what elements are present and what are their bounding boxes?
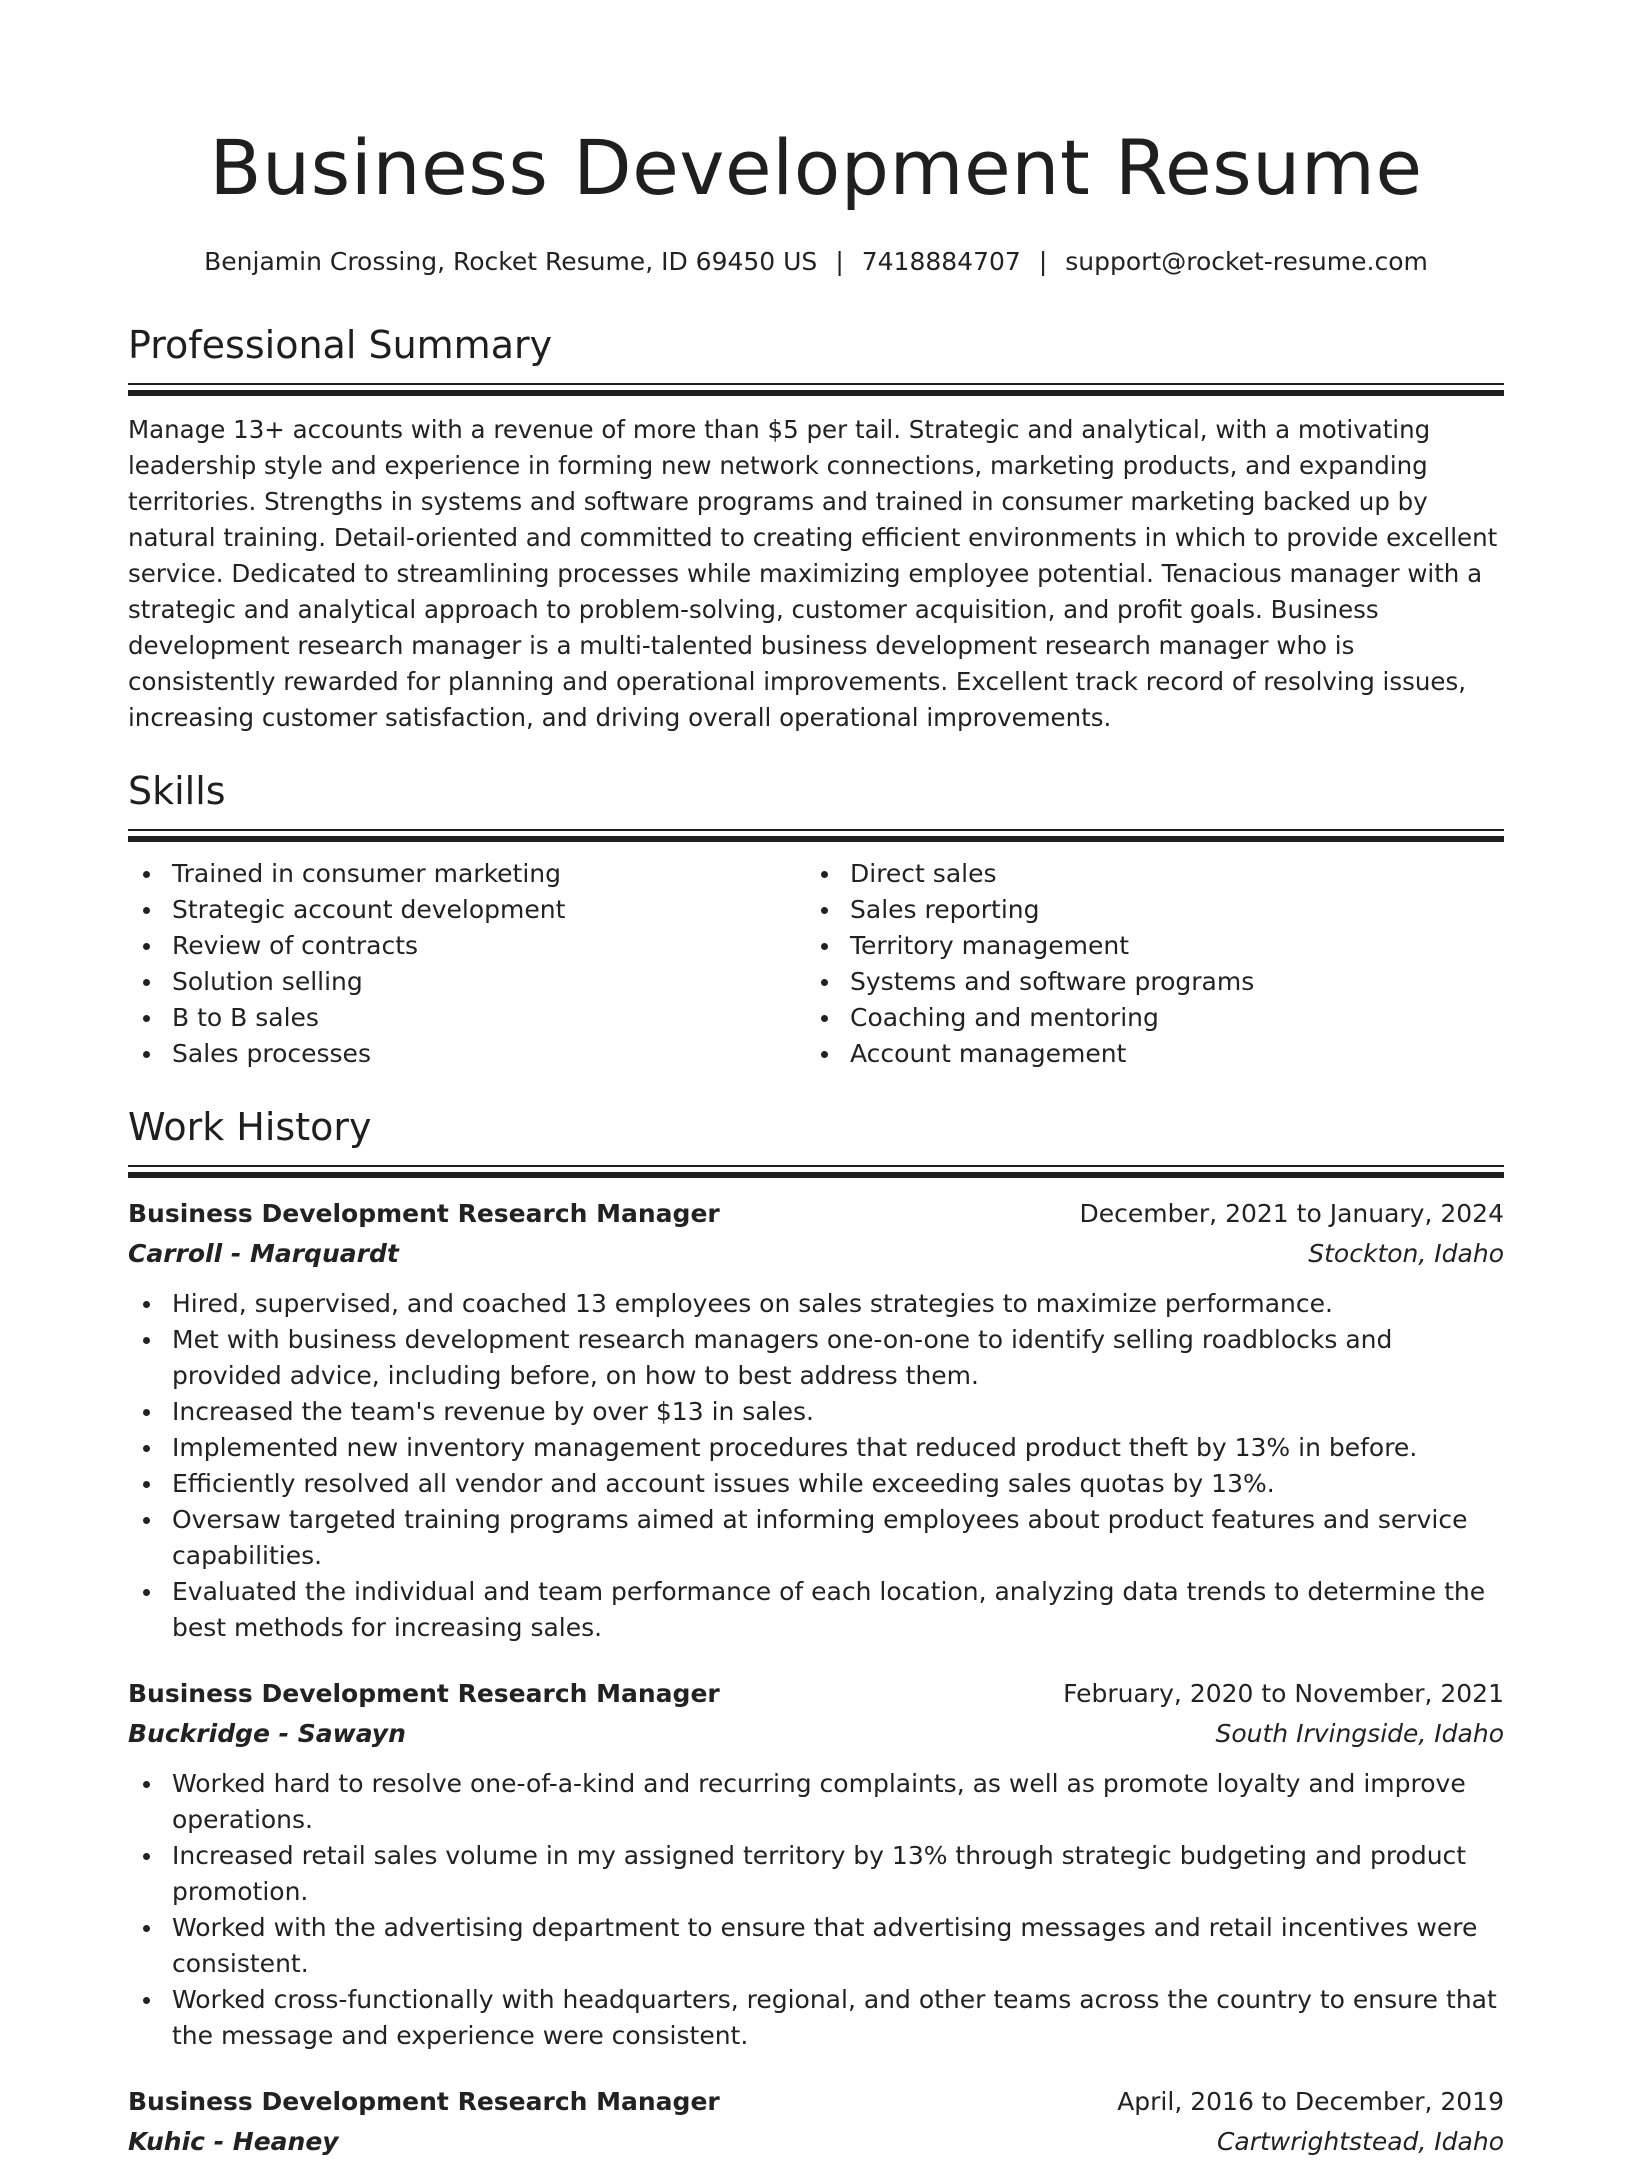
job-entry [128,1194,1504,1646]
job-bullet: Worked with the advertising department to ensure that advertising messages and retail incentives were consistent. [128,1910,1504,1982]
job-title: Business Development Research Manager [128,1679,720,1708]
job-bullet: Increased retail sales volume in my assigned territory by 13% through strategic budgeting and product promotion. [128,1838,1504,1910]
skill-item: Strategic account development [128,892,806,928]
skill-item: Review of contracts [128,928,806,964]
job-location: Cartwrightstead, Idaho [1216,2127,1504,2156]
job-bullet: Evaluated the individual and team performance of each location, analyzing data trends to determine the best methods for increasing sales. [128,1574,1504,1646]
job-header-row [128,2082,1504,2122]
job-bullets [128,1286,1504,1646]
skill-item: Sales reporting [806,892,1484,928]
skill-item: Direct sales [806,856,1484,892]
skill-item: Coaching and mentoring [806,1000,1484,1036]
address: Benjamin Crossing, Rocket Resume, ID 69450 US [204,247,818,276]
job-company: Carroll - Marquardt [128,1239,399,1268]
email: support@rocket-resume.com [1065,247,1428,276]
section-heading-work-history: Work History [128,1105,372,1149]
skill-item: Systems and software programs [806,964,1484,1000]
summary-text: Manage 13+ accounts with a revenue of more than $5 per tail. Strategic and analytical, with a motivating leadership style and experience in forming new network connections, marketing products, and expanding territories. Strengths in systems and software programs and trained in consumer marketing backed up by natural training. Detail-oriented and committed to creating efficient environments in which to provide excellent service. Dedicated to streamlining processes while maximizing employee potential. Tenacious manager with a strategic and analytical approach to problem-solving, customer acquisition, and profit goals. Business development research manager is a multi-talented business development research manager who is consistently rewarded for planning and operational improvements. Excellent track record of resolving issues, increasing customer satisfaction, and driving overall operational improvements. [128,415,1498,732]
job-bullet: Met with business development research managers one-on-one to identify selling roadblocks and provided advice, including before, on how to best address them. [128,1322,1504,1394]
resume-page [128,0,1504,2162]
phone: 7418884707 [861,247,1021,276]
summary-section [128,320,1504,736]
section-divider [128,829,1504,831]
job-bullet: Implemented new inventory management procedures that reduced product theft by 13% in before. [128,1430,1504,1466]
skill-item: Account management [806,1036,1484,1072]
resume-title: Business Development Resume [209,123,1423,212]
skill-item: Sales processes [128,1036,806,1072]
job-bullets [128,1766,1504,2054]
skill-item: Trained in consumer marketing [128,856,806,892]
job-subheader-row [128,1234,1504,1274]
job-subheader-row [128,2122,1504,2162]
skills-section [128,766,1504,1072]
separator: | [835,247,844,276]
section-heading-summary: Professional Summary [128,323,553,367]
section-divider [128,1165,1504,1167]
skills-columns [128,856,1504,1072]
skills-list-left [128,856,806,1072]
skills-list-right [806,856,1484,1072]
job-header-row [128,1194,1504,1234]
section-divider [128,383,1504,385]
job-dates: April, 2016 to December, 2019 [1117,2087,1504,2116]
separator: | [1038,247,1048,276]
section-divider-thick [128,1172,1504,1178]
job-bullet: Increased the team's revenue by over $13 in sales. [128,1394,1504,1430]
job-location: South Irvingside, Idaho [1215,1719,1504,1748]
job-title: Business Development Research Manager [128,1199,720,1228]
job-title: Business Development Research Manager [128,2087,720,2116]
job-bullet: Oversaw targeted training programs aimed at informing employees about product features and service capabilities. [128,1502,1504,1574]
job-bullet: Hired, supervised, and coached 13 employees on sales strategies to maximize performance. [128,1286,1504,1322]
job-location: Stockton, Idaho [1308,1239,1504,1268]
section-divider-thick [128,836,1504,842]
job-company: Buckridge - Sawayn [128,1719,406,1748]
job-entry [128,1674,1504,2054]
job-header-row [128,1674,1504,1714]
job-dates: December, 2021 to January, 2024 [1079,1199,1504,1228]
skill-item: Solution selling [128,964,806,1000]
skill-item: Territory management [806,928,1484,964]
section-divider-thick [128,390,1504,396]
job-entry [128,2082,1504,2162]
work-history-section [128,1102,1504,2162]
job-bullet: Worked hard to resolve one-of-a-kind and recurring complaints, as well as promote loyalty and improve operations. [128,1766,1504,1838]
section-heading-skills: Skills [128,769,226,813]
contact-line [128,244,1504,280]
job-bullet: Efficiently resolved all vendor and account issues while exceeding sales quotas by 13%. [128,1466,1504,1502]
job-bullet: Worked cross-functionally with headquarters, regional, and other teams across the country to ensure that the message and experience were consistent. [128,1982,1504,2054]
job-company: Kuhic - Heaney [128,2127,339,2156]
job-subheader-row [128,1714,1504,1754]
job-dates: February, 2020 to November, 2021 [1063,1679,1504,1708]
skill-item: B to B sales [128,1000,806,1036]
